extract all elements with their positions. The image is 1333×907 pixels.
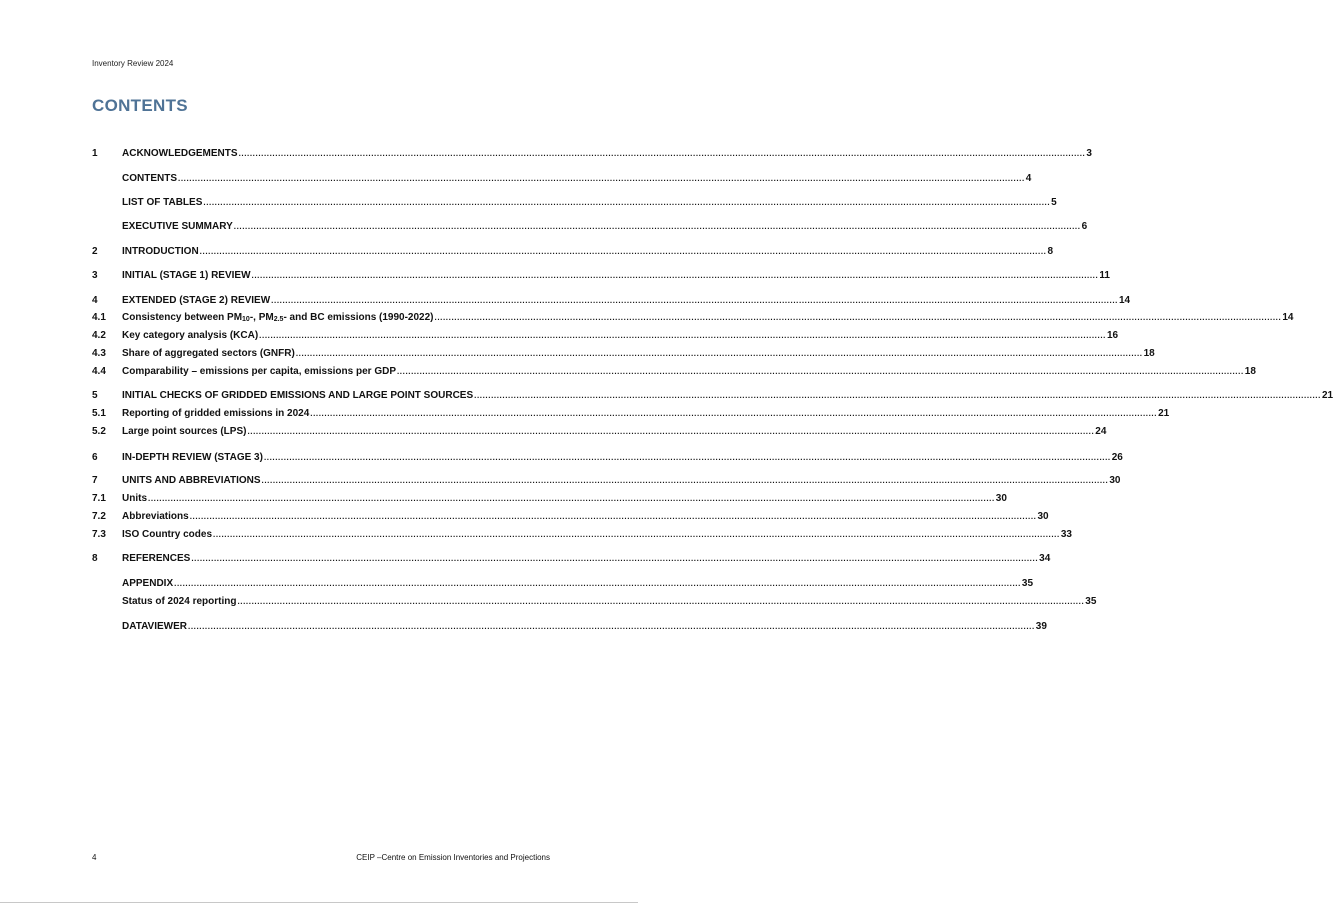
toc-entry-page: 33	[1060, 529, 1072, 540]
toc-entry-label: ACKNOWLEDGEMENTS	[122, 148, 238, 159]
toc-entry[interactable]	[92, 146, 1092, 160]
toc-entry-number: 4	[92, 295, 98, 306]
toc-entry-page: 30	[1109, 475, 1121, 486]
page-title: CONTENTS	[92, 96, 188, 115]
toc-entry-page: 8	[1047, 246, 1054, 257]
toc-entry-page: 16	[1106, 330, 1119, 341]
toc-entry-number: 4.3	[92, 348, 106, 359]
toc-entry-number: 3	[92, 270, 98, 281]
dot-leader: ............................................................................................................................................................................................................................................................................................................	[188, 622, 1035, 631]
toc-entry-page: 5	[1051, 197, 1057, 208]
toc-entry-label: Share of aggregated sectors (GNFR)	[122, 348, 295, 359]
toc-entry[interactable]	[92, 473, 1121, 487]
toc-entry-number: 2	[92, 246, 98, 257]
toc-entry-label: Status of 2024 reporting	[122, 596, 237, 607]
toc-entry[interactable]	[92, 310, 1294, 324]
dot-leader: ............................................................................................................................................................................................................................................................................................................	[259, 331, 1106, 340]
dot-leader: ............................................................................................................................................................................................................................................................................................................	[474, 391, 1321, 400]
toc-entry[interactable]	[92, 388, 1333, 402]
dot-leader: ............................................................................................................................................................................................................................................................................................................	[148, 494, 995, 503]
dot-leader: ............................................................................................................................................................................................................................................................................................................	[233, 222, 1081, 231]
toc-entry[interactable]	[92, 219, 1088, 233]
dot-leader: ............................................................................................................................................................................................................................................................................................................	[178, 174, 1025, 183]
toc-entry[interactable]	[92, 328, 1119, 342]
toc-label-subscript: 10	[242, 316, 250, 323]
toc-entry-page: 30	[1037, 511, 1049, 522]
toc-label-part: -, PM	[249, 312, 274, 323]
dot-leader: ............................................................................................................................................................................................................................................................................................................	[251, 271, 1099, 280]
toc-entry-number: 4.1	[92, 312, 106, 323]
toc-entry-page: 24	[1095, 426, 1107, 437]
toc-entry-number: 7.2	[92, 511, 106, 522]
toc-entry[interactable]	[92, 509, 1049, 523]
toc-entry-page: 21	[1158, 408, 1170, 419]
toc-entry[interactable]	[92, 491, 1007, 505]
footer-page-number: 4	[92, 853, 97, 862]
toc-entry-label: DATAVIEWER	[122, 621, 187, 632]
toc-entry-page: 35	[1085, 596, 1097, 607]
toc-entry-label: APPENDIX	[122, 578, 174, 589]
toc-entry[interactable]	[92, 406, 1170, 420]
footer-text: CEIP –Centre on Emission Inventories and Projections	[356, 853, 550, 862]
toc-entry-label: REFERENCES	[122, 553, 191, 564]
toc-entry-number: 4.2	[92, 330, 106, 341]
toc-entry-page: 14	[1282, 312, 1294, 323]
toc-entry-label: IN-DEPTH REVIEW (STAGE 3)	[122, 452, 263, 463]
toc-entry-page: 39	[1035, 621, 1047, 632]
dot-leader: ............................................................................................................................................................................................................................................................................................................	[434, 313, 1282, 322]
toc-entry-number: 5.2	[92, 426, 106, 437]
toc-entry[interactable]	[92, 195, 1057, 209]
dot-leader: ............................................................................................................................................................................................................................................................................................................	[213, 530, 1060, 539]
toc-entry-number: 1	[92, 148, 98, 159]
toc-entry[interactable]	[92, 364, 1256, 378]
dot-leader: ............................................................................................................................................................................................................................................................................................................	[247, 427, 1095, 436]
dot-leader: ............................................................................................................................................................................................................................................................................................................	[237, 597, 1085, 606]
toc-entry-page: 21	[1321, 390, 1333, 401]
running-header: Inventory Review 2024	[92, 59, 174, 68]
toc-entry[interactable]	[92, 594, 1097, 608]
toc-entry-label: Large point sources (LPS)	[122, 426, 247, 437]
dot-leader: ............................................................................................................................................................................................................................................................................................................	[199, 247, 1047, 256]
toc-entry-page: 26	[1111, 452, 1123, 463]
dot-leader: ............................................................................................................................................................................................................................................................................................................	[263, 453, 1111, 462]
toc-label-part: Consistency between PM	[122, 312, 243, 323]
toc-entry-number: 8	[92, 553, 98, 564]
dot-leader: ............................................................................................................................................................................................................................................................................................................	[238, 149, 1086, 158]
toc-entry-label: CONTENTS	[122, 173, 177, 184]
dot-leader: ............................................................................................................................................................................................................................................................................................................	[189, 512, 1037, 521]
dot-leader: ............................................................................................................................................................................................................................................................................................................	[191, 554, 1039, 563]
toc-entry[interactable]	[92, 244, 1054, 258]
toc-entry-page: 18	[1143, 348, 1155, 359]
dot-leader: ............................................................................................................................................................................................................................................................................................................	[174, 579, 1021, 588]
toc-entry-number: 7.3	[92, 529, 106, 540]
toc-label-subscript: 2.5	[273, 316, 284, 323]
toc-entry-page: 18	[1244, 366, 1256, 377]
toc-entry-page: 35	[1021, 578, 1034, 589]
toc-entry-label: Abbreviations	[122, 511, 189, 522]
toc-entry-number: 4.4	[92, 366, 106, 377]
toc-entry[interactable]	[92, 527, 1072, 541]
toc-entry-label: INITIAL (STAGE 1) REVIEW	[122, 270, 251, 281]
toc-entry[interactable]	[92, 551, 1051, 565]
toc-entry[interactable]	[92, 268, 1110, 282]
toc-entry-page: 30	[995, 493, 1007, 504]
toc-entry-label: INITIAL CHECKS OF GRIDDED EMISSIONS AND LARGE POINT SOURCES	[122, 390, 474, 401]
toc-label-part: - and BC emissions (1990-2022)	[283, 312, 434, 323]
toc-entry-page: 6	[1081, 221, 1088, 232]
toc-entry-label: LIST OF TABLES	[122, 197, 203, 208]
toc-entry[interactable]	[92, 346, 1155, 360]
toc-entry-number: 7.1	[92, 493, 106, 504]
toc-entry-page: 14	[1118, 295, 1131, 306]
toc-entry-label: EXTENDED (STAGE 2) REVIEW	[122, 295, 271, 306]
page-edge-divider	[0, 902, 638, 903]
toc-entry-label: Comparability – emissions per capita, emissions per GDP	[122, 366, 396, 377]
toc-entry-number: 7	[92, 475, 98, 486]
toc-entry[interactable]	[92, 619, 1047, 633]
toc-entry-label: Key category analysis (KCA)	[122, 330, 259, 341]
toc-entry-number: 5	[92, 390, 98, 401]
toc-entry-number: 5.1	[92, 408, 106, 419]
toc-entry-page: 34	[1039, 553, 1051, 564]
toc-entry[interactable]	[92, 424, 1107, 438]
toc-entry-number: 6	[92, 452, 98, 463]
toc-entry-label	[122, 312, 434, 324]
dot-leader: ............................................................................................................................................................................................................................................................................................................	[261, 476, 1109, 485]
dot-leader: ............................................................................................................................................................................................................................................................................................................	[310, 409, 1158, 418]
dot-leader: ............................................................................................................................................................................................................................................................................................................	[295, 349, 1143, 358]
toc-entry[interactable]	[92, 171, 1032, 185]
toc-entry-label: UNITS AND ABBREVIATIONS	[122, 475, 261, 486]
toc-entry-label: EXECUTIVE SUMMARY	[122, 221, 233, 232]
toc-entry[interactable]	[92, 450, 1123, 464]
toc-entry-label: ISO Country codes	[122, 529, 213, 540]
dot-leader: ............................................................................................................................................................................................................................................................................................................	[396, 367, 1244, 376]
dot-leader: ............................................................................................................................................................................................................................................................................................................	[203, 198, 1051, 207]
toc-entry-page: 11	[1099, 270, 1110, 281]
toc-entry-label: Reporting of gridded emissions in 2024	[122, 408, 310, 419]
toc-entry-label: INTRODUCTION	[122, 246, 199, 257]
dot-leader: ............................................................................................................................................................................................................................................................................................................	[271, 296, 1118, 305]
toc-entry-page: 3	[1086, 148, 1092, 159]
toc-entry[interactable]	[92, 293, 1131, 307]
toc-entry-label: Units	[122, 493, 147, 504]
toc-entry[interactable]	[92, 576, 1034, 590]
toc-entry-page: 4	[1025, 173, 1032, 184]
